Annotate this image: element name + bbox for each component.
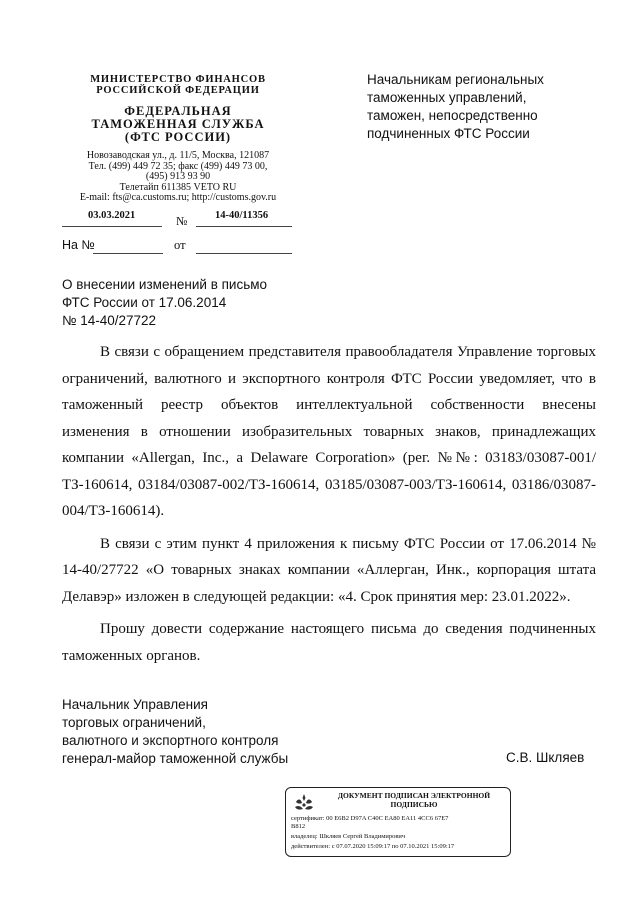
number-sign: № bbox=[176, 214, 188, 228]
ministry-line: РОССИЙСКОЙ ФЕДЕРАЦИИ bbox=[96, 85, 260, 96]
contact-email: E-mail: fts@ca.customs.ru; http://customs.gov.ru bbox=[79, 192, 277, 203]
registration-date: 03.03.2021 bbox=[88, 210, 136, 221]
body-paragraph: Прошу довести содержание настоящего письма до сведения подчиненных таможенных органов. bbox=[62, 621, 596, 664]
ministry-name bbox=[58, 74, 298, 96]
contact-phone: Тел. (499) 449 72 35; факс (499) 449 73 00, bbox=[88, 160, 268, 172]
registration-number: 14-40/11356 bbox=[215, 210, 269, 221]
signer-line: Начальник Управления bbox=[62, 697, 208, 712]
signer-line: валютного и экспортного контроля bbox=[62, 733, 279, 748]
addressee-line: подчиненных ФТС России bbox=[367, 126, 530, 141]
subject-line: О внесении изменений в письмо bbox=[62, 277, 268, 292]
agency-name bbox=[58, 105, 298, 144]
agency-line: (ФТС РОССИИ) bbox=[124, 130, 232, 144]
stamp-title-line: ДОКУМЕНТ ПОДПИСАН ЭЛЕКТРОННОЙ bbox=[337, 791, 491, 800]
letter-body bbox=[62, 339, 596, 675]
letterhead bbox=[58, 74, 298, 204]
addressee-line: Начальникам региональных bbox=[367, 72, 544, 87]
addressee-line: таможенных управлений, bbox=[367, 90, 527, 105]
stamp-title-line: ПОДПИСЬЮ bbox=[390, 799, 438, 809]
contact-address: Новозаводская ул., д. 11/5, Москва, 121087 bbox=[86, 150, 270, 161]
signer-name: С.В. Шкляев bbox=[506, 750, 585, 765]
signer-position bbox=[62, 696, 288, 768]
stamp-certificate-cont: B812 bbox=[291, 823, 306, 830]
reference-underline bbox=[93, 253, 163, 254]
addressee bbox=[367, 71, 544, 143]
agency-line: ТАМОЖЕННАЯ СЛУЖБА bbox=[91, 117, 265, 131]
contact-block bbox=[58, 151, 298, 204]
signer-line: генерал-майор таможенной службы bbox=[62, 751, 289, 766]
reference-date-underline bbox=[196, 253, 292, 254]
stamp-owner: владелец: Шкляев Сергей Владимирович bbox=[291, 833, 406, 840]
signature-emblem-icon bbox=[292, 792, 316, 814]
date-underline bbox=[62, 226, 162, 227]
reference-label: На № bbox=[62, 238, 95, 252]
electronic-signature-stamp bbox=[285, 787, 511, 857]
ministry-line: МИНИСТЕРСТВО ФИНАНСОВ bbox=[90, 74, 266, 85]
stamp-title bbox=[322, 792, 506, 809]
number-underline bbox=[196, 226, 292, 227]
subject-line: № 14-40/27722 bbox=[62, 313, 157, 328]
subject-line: ФТС России от 17.06.2014 bbox=[62, 295, 227, 310]
body-paragraph: В связи с обращением представителя правообладателя Управление торговых ограничений, валютного и экспортного контроля ФТС России уведомляет, что в таможенный реестр объектов интеллектуальной собственности внесены изменения в отношении изобразительных товарных знаков, принадлежащих компании «Allergan, Inc., a Delaware Corporation» (рег. №№: 03183/03087-001/ТЗ-160614, 03184/03087-002/ТЗ-160614, 03185/03087-003/ТЗ-160614, 03186/03087-004/ТЗ-160614). bbox=[62, 344, 596, 519]
stamp-validity: действителен: с 07.07.2020 15:09:17 по 07.10.2021 15:09:17 bbox=[291, 843, 455, 850]
contact-phone-2: (495) 913 93 90 bbox=[145, 171, 211, 182]
contact-teletype: Телетайп 611385 VETO RU bbox=[119, 181, 237, 193]
body-paragraph: В связи с этим пункт 4 приложения к письму ФТС России от 17.06.2014 № 14-40/27722 «О товарных знаках компании «Аллерган, Инк., корпорация штата Делавэр» изложен в следующей редакции: «4. Срок принятия мер: 23.01.2022». bbox=[62, 535, 596, 605]
subject bbox=[62, 276, 267, 330]
signer-line: торговых ограничений, bbox=[62, 715, 206, 730]
addressee-line: таможен, непосредственно bbox=[367, 108, 538, 123]
agency-line: ФЕДЕРАЛЬНАЯ bbox=[124, 104, 232, 118]
reference-from: от bbox=[174, 238, 186, 252]
stamp-certificate: сертификат: 00 E6B2 D97A C40C EA80 EA11 4CC6 67E7 bbox=[291, 815, 449, 822]
